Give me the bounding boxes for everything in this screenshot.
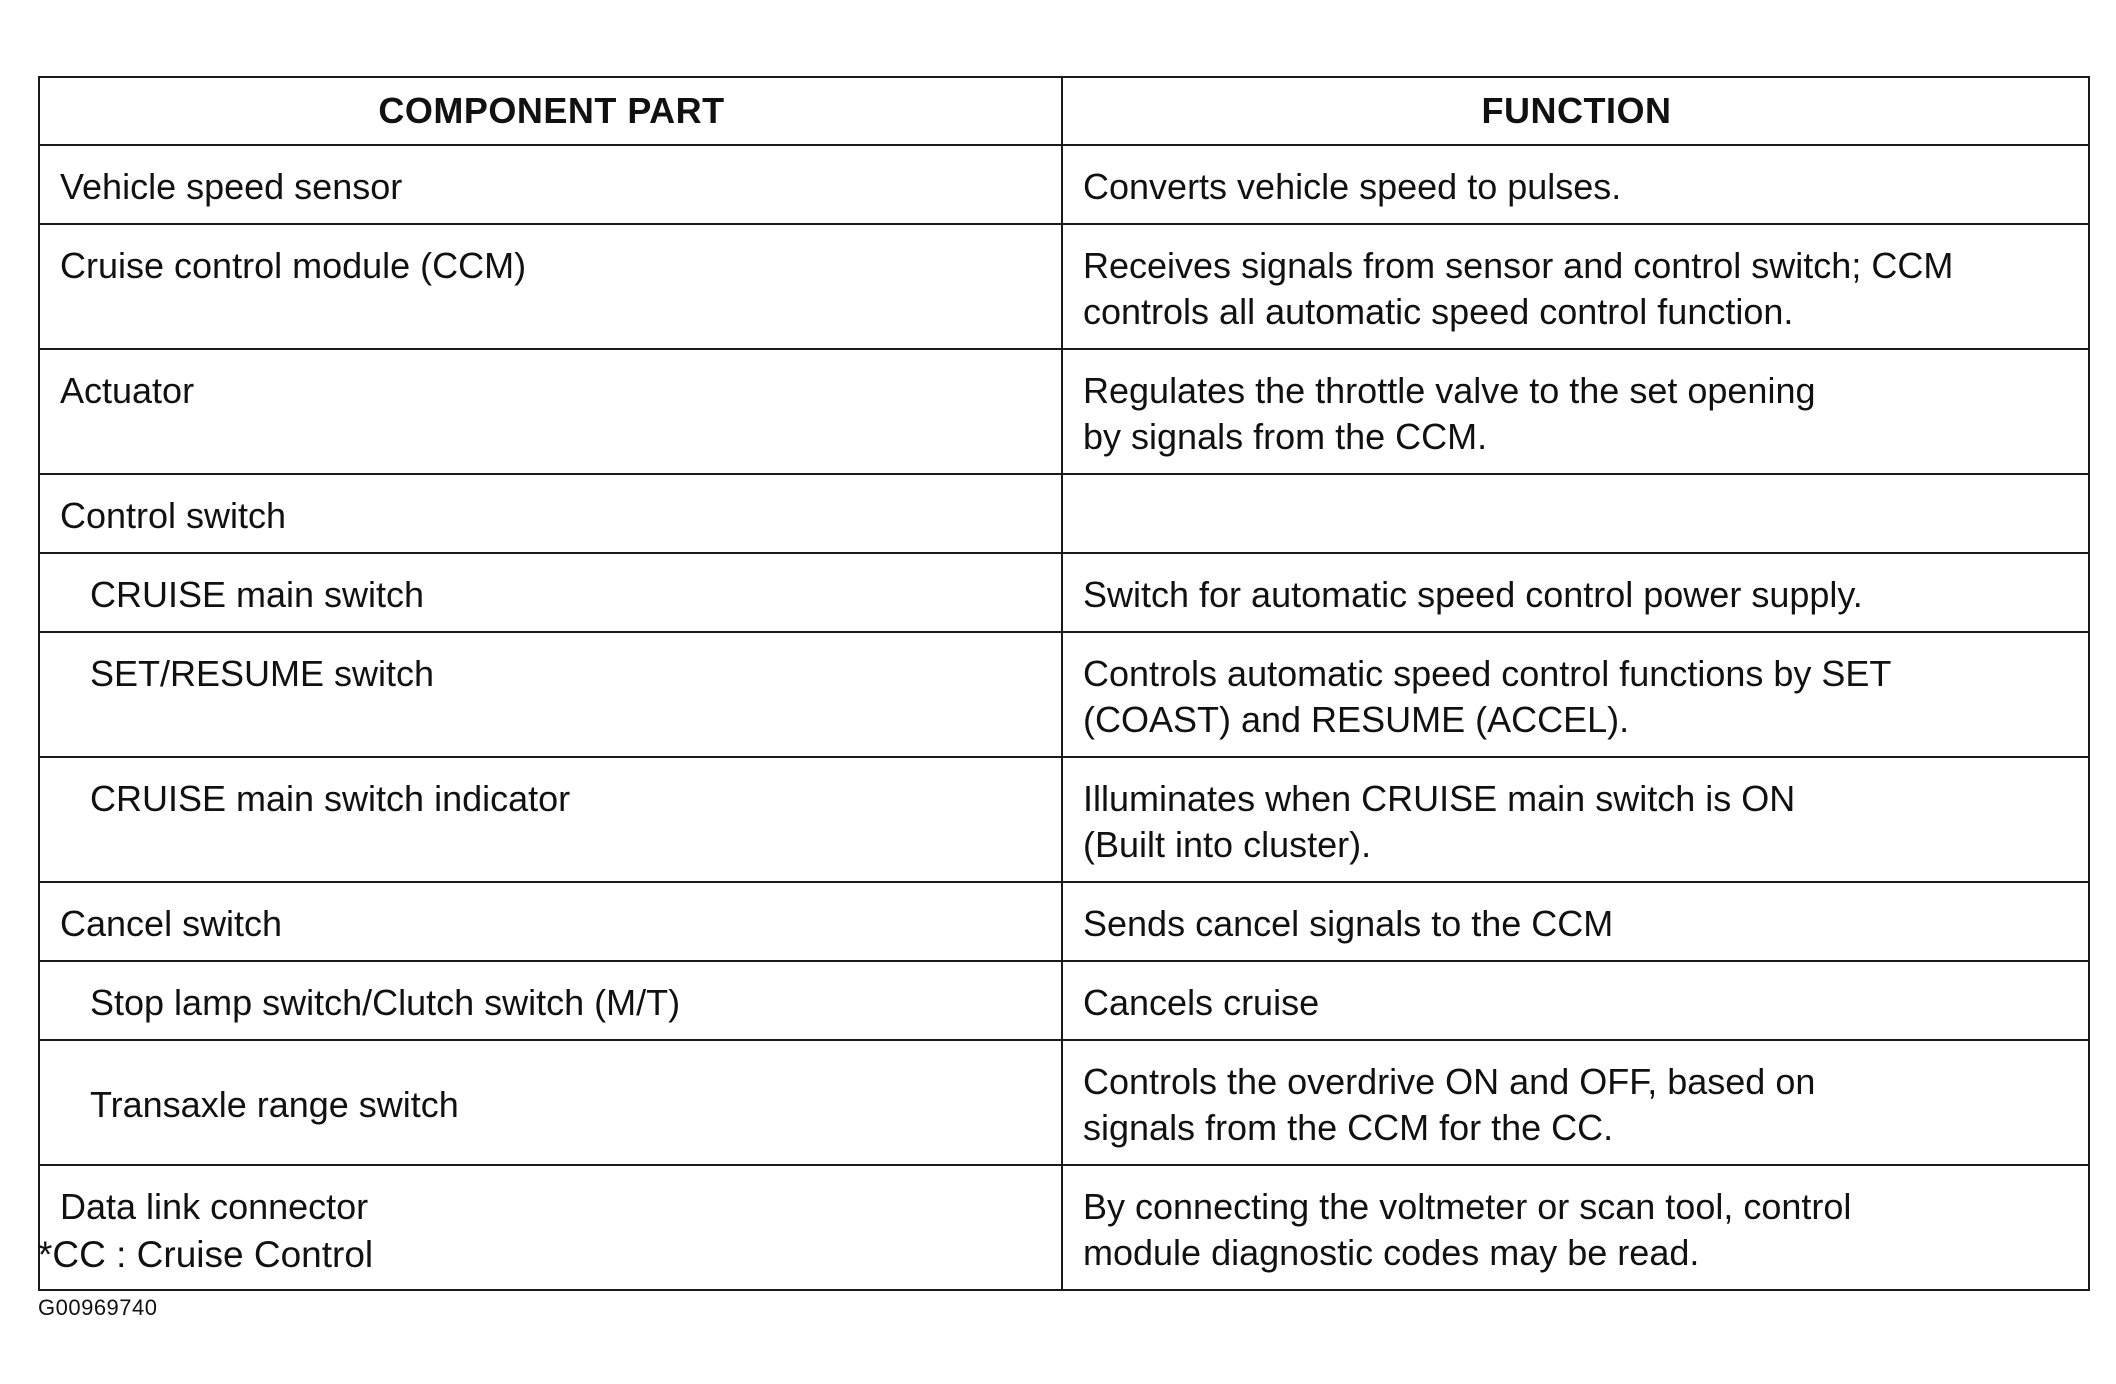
header-function: FUNCTION: [1062, 77, 2089, 145]
function-cell: [1062, 474, 2089, 553]
function-cell: Converts vehicle speed to pulses.: [1062, 145, 2089, 224]
function-cell: By connecting the voltmeter or scan tool, control module diagnostic codes may be read.: [1062, 1165, 2089, 1290]
component-part-cell: SET/RESUME switch: [39, 632, 1062, 757]
function-cell: Illuminates when CRUISE main switch is ON (Built into cluster).: [1062, 757, 2089, 882]
table-row: [39, 632, 2089, 757]
footnote: *CC : Cruise Control: [38, 1234, 374, 1275]
table-header-row: [39, 77, 2089, 145]
function-cell: Sends cancel signals to the CCM: [1062, 882, 2089, 961]
component-part-cell: Control switch: [39, 474, 1062, 553]
figure-id: G00969740: [38, 1295, 158, 1320]
component-part-cell: Actuator: [39, 349, 1062, 474]
table-row: [39, 349, 2089, 474]
table-row: [39, 224, 2089, 349]
component-function-table: [38, 76, 2090, 1291]
component-part-cell: CRUISE main switch: [39, 553, 1062, 632]
function-cell: Regulates the throttle valve to the set opening by signals from the CCM.: [1062, 349, 2089, 474]
component-part-cell: Vehicle speed sensor: [39, 145, 1062, 224]
table-row: [39, 757, 2089, 882]
table-row: [39, 145, 2089, 224]
table-row: [39, 1040, 2089, 1165]
header-component-part: COMPONENT PART: [39, 77, 1062, 145]
function-cell: Cancels cruise: [1062, 961, 2089, 1040]
component-part-cell: Cruise control module (CCM): [39, 224, 1062, 349]
component-part-cell: Data link connector: [39, 1165, 1062, 1290]
function-cell: Controls the overdrive ON and OFF, based on signals from the CCM for the CC.: [1062, 1040, 2089, 1165]
component-part-cell: Stop lamp switch/Clutch switch (M/T): [39, 961, 1062, 1040]
table-row: [39, 882, 2089, 961]
function-cell: Receives signals from sensor and control switch; CCM controls all automatic speed control function.: [1062, 224, 2089, 349]
table-row: [39, 961, 2089, 1040]
component-part-cell: CRUISE main switch indicator: [39, 757, 1062, 882]
function-cell: Controls automatic speed control functions by SET (COAST) and RESUME (ACCEL).: [1062, 632, 2089, 757]
table-row: [39, 553, 2089, 632]
table-row: [39, 474, 2089, 553]
component-part-cell: Cancel switch: [39, 882, 1062, 961]
function-cell: Switch for automatic speed control power supply.: [1062, 553, 2089, 632]
component-part-cell: Transaxle range switch: [39, 1040, 1062, 1165]
